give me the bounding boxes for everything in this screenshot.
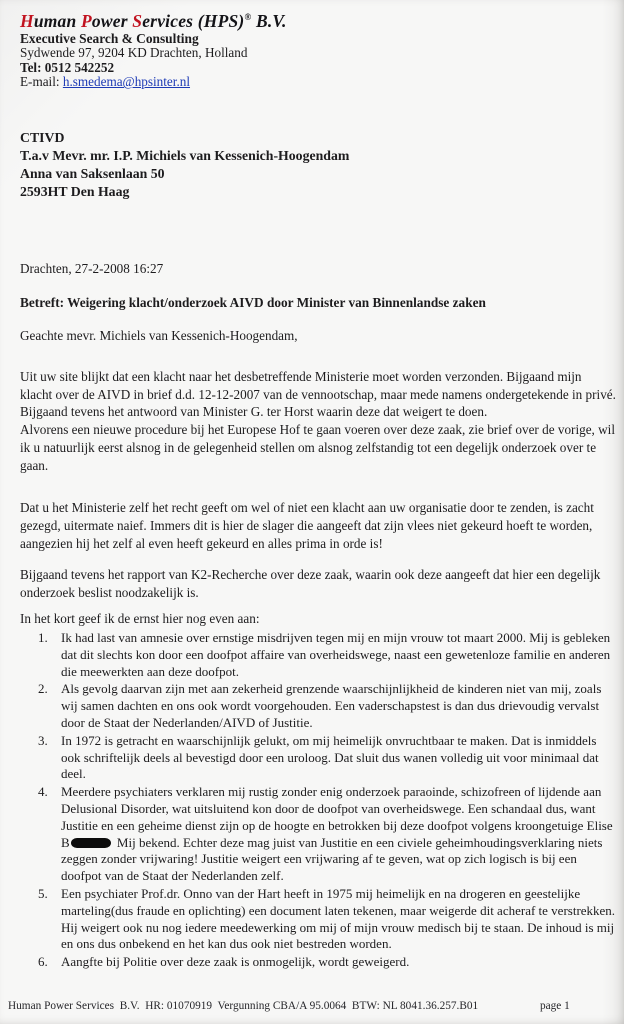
list-item-number: 6. xyxy=(38,954,48,970)
email-label: E-mail: xyxy=(20,74,60,90)
footer-company-info: Human Power Services B.V. HR: 01070919 Vergunning CBA/A 95.0064 BTW: NL 8041.36.257.B01 xyxy=(8,1000,479,1012)
registered-trademark-icon: ® xyxy=(244,12,252,22)
list-item xyxy=(38,733,616,783)
list-item-text: Als gevolg daarvan zijn met aan zekerheid grenzende waarschijnlijkheid de kinderen niet van mij, zoals wij samen dachten en ons ook wordt voorgehouden. Een vaderschapstest is dan dus drievoudig vervalst door de Staat der Nederlanden/AIVD of Justitie. xyxy=(61,681,602,730)
recipient-line: T.a.v Mevr. mr. I.P. Michiels van Kessenich-Hoogendam xyxy=(20,148,350,163)
list-item-number: 2. xyxy=(38,681,48,697)
list-item xyxy=(38,681,616,731)
list-item-number: 4. xyxy=(38,784,48,800)
list-intro: In het kort geef ik de ernst hier nog even aan: xyxy=(20,611,260,627)
company-name-initial: H xyxy=(20,10,34,31)
company-address: Sydwende 97, 9204 KD Drachten, Holland xyxy=(20,45,248,61)
list-item-number: 1. xyxy=(38,630,48,645)
company-name: Human Power Services (HPS)® B.V. xyxy=(20,10,287,31)
recipient-line: 2593HT Den Haag xyxy=(20,184,130,199)
paragraph-2 xyxy=(20,403,616,475)
email-link[interactable]: h.smedema@hpsinter.nl xyxy=(62,74,191,90)
list-item-text: In 1972 is getracht en waarschijnlijk gelukt, om mij heimelijk onvruchtbaar te maken. Dat is inmiddels ook schriftelijk deels al bevestigd door een uroloog. Dat sluit dus wanen volledig uit voor minimaal dat deel. xyxy=(61,732,599,782)
list-item-number: 5. xyxy=(38,885,48,901)
list-item xyxy=(38,886,616,953)
redaction-box xyxy=(71,838,111,848)
paragraph-1: Uit uw site blijkt dat een klacht naar het desbetreffende Ministerie moet worden verzonden. Bijgaand mijn klacht over de AIVD in brief d.d. 12-12-2007 van de vennootschap, maar mede namens ondergetekende in privé. xyxy=(20,369,616,403)
page-number: page 1 xyxy=(540,1000,570,1012)
recipient-address xyxy=(20,129,349,201)
salutation: Geachte mevr. Michiels van Kessenich-Hoogendam, xyxy=(20,328,298,343)
paragraph-2-line1: Bijgaand tevens het antwoord van Minister G. ter Horst waarin deze dat weigert te doen. xyxy=(20,404,488,419)
list-item-text: Aangfte bij Politie over deze zaak is onmogelijk, wordt geweigerd. xyxy=(61,954,410,970)
company-phone: Tel: 0512 542252 xyxy=(20,59,115,75)
list-item xyxy=(38,630,616,680)
recipient-line: Anna van Saksenlaan 50 xyxy=(20,166,165,181)
page-footer xyxy=(8,1000,616,1012)
numbered-list xyxy=(38,630,616,972)
company-name-initial: P xyxy=(81,10,92,31)
recipient-line: CTIVD xyxy=(20,130,65,145)
list-item-number: 3. xyxy=(38,732,48,748)
paragraph-4: Bijgaand tevens het rapport van K2-Recherche over deze zaak, waarin ook deze aangeeft dat hier een degelijk onderzoek beslist noodzakelijk is. xyxy=(20,567,601,601)
paragraph-2-rest: Alvorens een nieuwe procedure bij het Europese Hof te gaan voeren over deze zaak, zie brief over de vorige, wil ik u natuurlijk eerst alsnog in de gelegenheid stellen om alsnog zelfstandig tot een degelijk onderzoek over te gaan. xyxy=(20,421,616,473)
letterhead xyxy=(20,6,287,90)
list-item xyxy=(38,954,616,971)
list-item-text: Ik had last van amnesie over ernstige misdrijven tegen mij en mijn vrouw tot maart 2000. Mij is gebleken dat dit slechts kon door een doofpot affaire van overheidswege, naast een gewetenloze familie en anderen die meewerkten aan deze doofpot. xyxy=(61,630,611,679)
list-item-text: Een psychiater Prof.dr. Onno van der Hart heeft in 1975 mij heimelijk en na drogeren en geestelijke marteling(dus fraude en oplichting) een document laten tekenen, maar weigerde dit acheraf te verstrekken. Hij weigert ook nu nog iedere meedewerking om mij of mijn vrouw medisch bij te staan. De inhoud is mij en ons dus onbekend en het kan dus ook niet bestreden worden. xyxy=(61,885,616,952)
company-email-row xyxy=(20,75,287,90)
subject-line: Betreft: Weigering klacht/onderzoek AIVD door Minister van Binnenlandse zaken xyxy=(20,295,486,310)
company-tagline: Executive Search & Consulting xyxy=(20,30,199,46)
list-item-text: Meerdere psychiaters verklaren mij rustig zonder enig onderzoek paraoinde, schizofreen of lijdende aan Delusional Disorder, wat uitsluitend kon door de doofpot van overheidswege. Een schandaal dus, want Justitie en een geheime dienst zijn op de hoogte en betrokken bij deze doofpot volgens kroongetuige Elise B Mij bekend. Echter deze mag juist van Justitie en een civiele geheimhoudingsverklaring niets zeggen zonder vrijwaring! Justitie weigert een vrijwaring af te geven, wat op zich logisch is bij een doofpot van de Staat der Nederlanden zelf. xyxy=(61,784,613,884)
list-item xyxy=(38,784,616,885)
paragraph-3: Dat u het Ministerie zelf het recht geeft om wel of niet een klacht aan uw organisatie door te zenden, is zacht gezegd, uitermate naief. Immers dit is hier de slager die aangeeft dat zijn vlees niet gekeurd hoeft te worden, aangezien hij het zelf al even heeft gekeurd en alles prima in orde is! xyxy=(20,500,594,551)
company-name-initial: S xyxy=(132,10,143,31)
dateline: Drachten, 27-2-2008 16:27 xyxy=(20,261,164,276)
